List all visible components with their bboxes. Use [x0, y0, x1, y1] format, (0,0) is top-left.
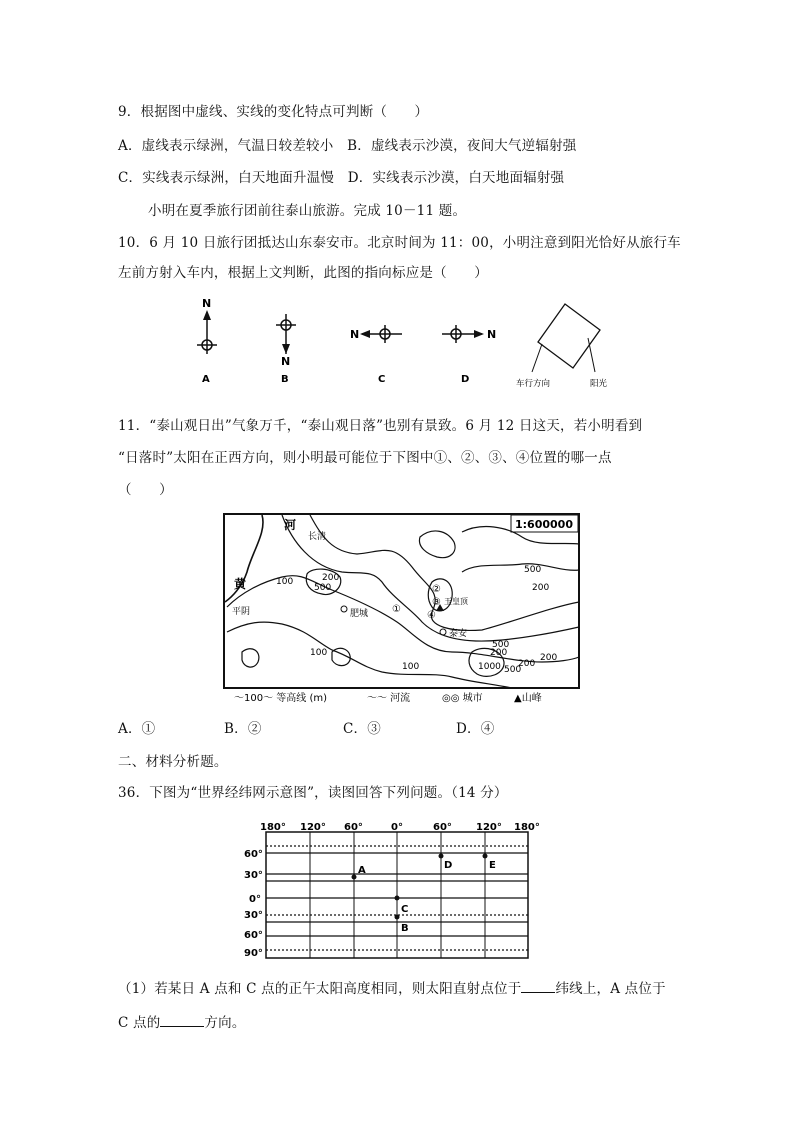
- svg-text:30°: 30°: [244, 870, 263, 881]
- answer-blank-2[interactable]: [160, 1012, 204, 1027]
- arrow-up-icon: [203, 310, 211, 320]
- map-scale: 1:600000: [515, 518, 573, 531]
- svg-text:30°: 30°: [244, 910, 263, 921]
- topographic-map: [222, 512, 588, 708]
- longitude-labels: [260, 822, 540, 833]
- arrow-down-icon: [282, 344, 290, 354]
- legend-city: ◎◎ 城市: [442, 693, 483, 704]
- q10-stem-2: 左前方射入车内，根据上文判断，此图的指向标应是（ ）: [118, 265, 488, 281]
- q11-option-a: A．①: [118, 721, 156, 737]
- q36-sub1-line2: [118, 1011, 246, 1031]
- svg-text:B: B: [401, 923, 409, 934]
- mark-3: ③: [432, 597, 441, 608]
- place-taian: 泰安: [449, 629, 468, 639]
- q11-option-d: D．④: [456, 721, 495, 737]
- intro-text: 小明在夏季旅行团前往泰山旅游。完成 10－11 题。: [148, 203, 467, 219]
- car-sunlight-diagram: [516, 304, 608, 389]
- car-direction-label: 车行方向: [516, 379, 551, 389]
- contour-label: 500: [492, 640, 510, 650]
- compass-figure: [180, 292, 630, 392]
- point-a: [352, 875, 357, 880]
- q11-stem-2: “日落时”太阳在正西方向，则小明最可能位于下图中①、②、③、④位置的哪一点: [118, 450, 612, 466]
- svg-text:0°: 0°: [391, 822, 403, 833]
- arrow-right-icon: [474, 330, 484, 338]
- q36-sub1-part-c: C 点的: [118, 1015, 161, 1031]
- section-2-heading: 二、材料分析题。: [118, 754, 228, 770]
- svg-text:180°: 180°: [260, 822, 286, 833]
- contour-label: 200: [518, 659, 536, 669]
- contour-label: 1000: [478, 662, 501, 672]
- arrow-left-icon: [360, 330, 370, 338]
- place-feicheng: 肥城: [350, 609, 369, 619]
- svg-text:120°: 120°: [300, 822, 326, 833]
- svg-text:60°: 60°: [244, 930, 263, 941]
- legend-contour: ～100～ 等高线 (m): [234, 693, 327, 704]
- q9-stem: 9．根据图中虚线、实线的变化特点可判断（ ）: [118, 104, 429, 120]
- q36-stem: 36．下图为“世界经纬网示意图”，读图回答下列问题。（14 分）: [118, 785, 508, 801]
- place-changqing: 长清: [308, 532, 327, 542]
- sunlight-label: 阳光: [590, 379, 608, 389]
- river-label-1: 河: [284, 518, 297, 532]
- contour-label: 500: [504, 665, 522, 675]
- contour-label: 100: [310, 648, 328, 658]
- svg-text:A: A: [358, 865, 366, 876]
- point-d: [439, 854, 444, 859]
- q11-option-b: B．②: [224, 721, 262, 737]
- svg-text:180°: 180°: [514, 822, 540, 833]
- compass-b: [276, 314, 296, 385]
- place-pingyin: 平阴: [232, 607, 251, 617]
- contour-label: 100: [402, 662, 420, 672]
- svg-text:120°: 120°: [476, 822, 502, 833]
- q9-options-ab: A．虚线表示绿洲，气温日较差较小 B．虚线表示沙漠，夜间大气逆辐射强: [118, 138, 577, 154]
- contour-label: 200: [490, 648, 508, 658]
- q36-sub1-part-d: 方向。: [204, 1015, 246, 1031]
- point-b: [395, 915, 400, 920]
- north-label-b: N: [281, 355, 291, 368]
- svg-text:C: C: [401, 904, 409, 915]
- point-e: [483, 854, 488, 859]
- contour-label: 500: [524, 565, 542, 575]
- svg-text:D: D: [444, 860, 453, 871]
- compass-a: [197, 297, 217, 385]
- compass-label-c: C: [378, 374, 386, 385]
- svg-text:60°: 60°: [344, 822, 363, 833]
- contour-label: 200: [532, 583, 550, 593]
- mark-4: ④: [427, 610, 436, 621]
- graticule-figure: [230, 818, 550, 964]
- place-yuhuangding: 玉皇顶: [444, 597, 468, 606]
- q36-sub1-line1: [118, 977, 666, 997]
- svg-text:90°: 90°: [244, 948, 263, 959]
- q36-sub1-part-a: （1）若某日 A 点和 C 点的正午太阳高度相同，则太阳直射点位于: [118, 981, 522, 997]
- mark-1: ①: [392, 604, 401, 615]
- contour-label: 500: [314, 583, 332, 593]
- q9-options-cd: C．实线表示绿洲，白天地面升温慢 D．实线表示沙漠，白天地面辐射强: [118, 170, 565, 186]
- legend-peak: ▲山峰: [514, 693, 542, 704]
- svg-text:0°: 0°: [249, 894, 261, 905]
- q11-stem-3: （ ）: [118, 482, 173, 498]
- compass-d: [442, 325, 496, 385]
- north-label-c: N: [350, 328, 360, 341]
- point-c: [395, 896, 400, 901]
- answer-blank-1[interactable]: [521, 978, 555, 993]
- contour-label: 200: [540, 653, 558, 663]
- compass-label-d: D: [461, 374, 470, 385]
- q36-sub1-part-b: 纬线上，A 点位于: [555, 981, 666, 997]
- q10-stem-1: 10．6 月 10 日旅行团抵达山东泰安市。北京时间为 11：00，小明注意到阳光恰好从旅行车: [118, 235, 681, 251]
- north-label-d: N: [487, 328, 497, 341]
- compass-label-a: A: [202, 374, 210, 385]
- svg-text:E: E: [489, 860, 496, 871]
- north-label-a: N: [202, 297, 212, 310]
- contour-label: 200: [322, 573, 340, 583]
- compass-label-b: B: [281, 374, 289, 385]
- river-label-2: 黄: [234, 577, 247, 591]
- q11-stem-1: 11．“泰山观日出”气象万千，“泰山观日落”也别有景致。6 月 12 日这天，若小明看到: [118, 418, 643, 434]
- compass-c: [350, 325, 402, 385]
- mark-2: ②: [432, 584, 441, 595]
- svg-text:60°: 60°: [433, 822, 452, 833]
- contour-label: 100: [276, 577, 294, 587]
- svg-text:60°: 60°: [244, 849, 263, 860]
- q11-option-c: C．③: [343, 721, 381, 737]
- latitude-labels: [244, 849, 263, 959]
- legend-river: ～～ 河流: [367, 693, 411, 704]
